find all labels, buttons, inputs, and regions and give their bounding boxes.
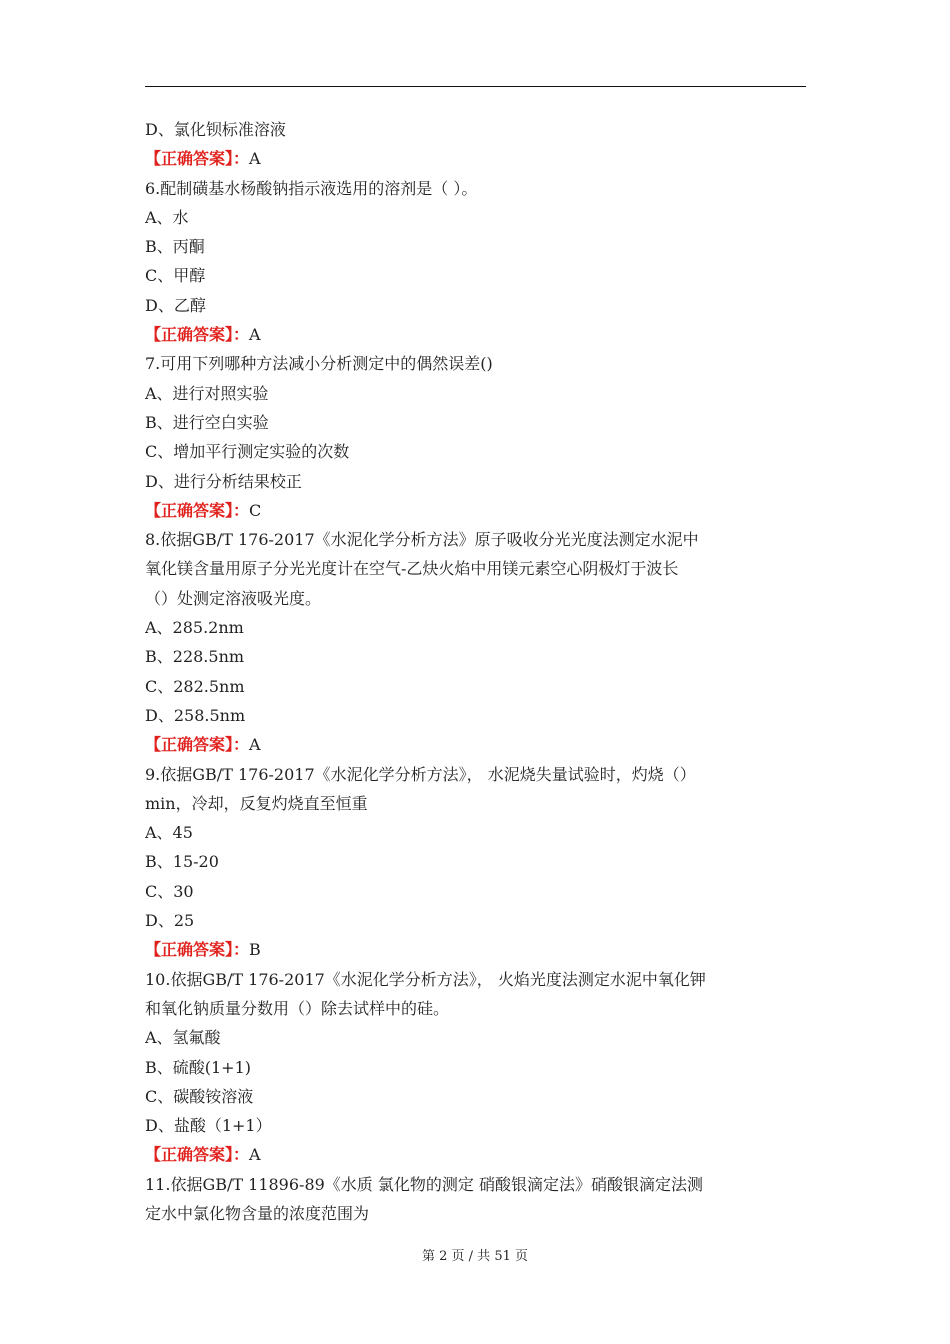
page-content (145, 115, 805, 1228)
text-line: D、进行分析结果校正 (145, 471, 302, 491)
correct-answer-line (145, 1140, 805, 1169)
text-line: 7.可用下列哪种方法减小分析测定中的偶然误差() (145, 354, 493, 374)
correct-answer-label: 【正确答案】： (145, 500, 250, 520)
text-line: 和氧化钠质量分数用（）除去试样中的硅。 (145, 998, 450, 1018)
text-line: B、进行空白实验 (145, 412, 269, 432)
text-line: B、丙酮 (145, 237, 205, 257)
correct-answer-line (145, 935, 805, 964)
correct-answer-value: A (249, 1145, 261, 1165)
text-line: 氧化镁含量用原子分光光度计在空气-乙炔火焰中用镁元素空心阴极灯于波长 (145, 559, 679, 579)
correct-answer-label: 【正确答案】： (145, 325, 250, 345)
text-line: 11.依据GB/T 11896-89《水质 氯化物的测定 硝酸银滴定法》硝酸银滴定法测 (145, 1174, 703, 1194)
correct-answer-line (145, 144, 805, 173)
correct-answer-line (145, 320, 805, 349)
text-line: D、氯化钡标准溶液 (145, 120, 286, 139)
text-line: B、228.5nm (145, 647, 245, 667)
text-line: C、30 (145, 881, 194, 901)
text-line: A、氢氟酸 (145, 1028, 221, 1048)
correct-answer-line (145, 730, 805, 759)
text-line: C、282.5nm (145, 676, 245, 696)
correct-answer-label: 【正确答案】： (145, 1145, 250, 1165)
text-line: 定水中氯化物含量的浓度范围为 (145, 1203, 370, 1223)
text-line: C、甲醇 (145, 266, 206, 286)
correct-answer-line (145, 496, 805, 525)
text-line: B、15-20 (145, 852, 219, 872)
text-line: 8.依据GB/T 176-2017《水泥化学分析方法》原子吸收分光光度法测定水泥中 (145, 530, 699, 550)
correct-answer-value: A (249, 325, 261, 345)
text-line: 6.配制磺基水杨酸钠指示液选用的溶剂是（ ）。 (145, 178, 478, 198)
text-line: 9.依据GB/T 176-2017《水泥化学分析方法》， 水泥烧失量试验时，灼烧（） (145, 764, 696, 784)
text-line: D、盐酸（1+1） (145, 1116, 272, 1136)
header-rule (145, 86, 806, 87)
text-line: D、乙醇 (145, 295, 206, 315)
correct-answer-value: A (249, 149, 261, 169)
text-line: C、碳酸铵溶液 (145, 1086, 254, 1106)
correct-answer-value: B (249, 940, 261, 960)
correct-answer-label: 【正确答案】： (145, 149, 250, 169)
correct-answer-value: C (249, 500, 262, 520)
text-line: A、285.2nm (145, 618, 244, 638)
page-footer: 第 2 页 / 共 51 页 (422, 1249, 528, 1264)
correct-answer-label: 【正确答案】： (145, 735, 250, 755)
text-line: 10.依据GB/T 176-2017《水泥化学分析方法》， 火焰光度法测定水泥中氧化钾 (145, 969, 706, 989)
text-line: C、增加平行测定实验的次数 (145, 442, 350, 462)
text-line: A、进行对照实验 (145, 383, 269, 403)
correct-answer-label: 【正确答案】： (145, 940, 250, 960)
text-line: （）处测定溶液吸光度。 (145, 588, 322, 608)
correct-answer-value: A (249, 735, 261, 755)
text-line: D、258.5nm (145, 705, 246, 725)
text-line: A、45 (145, 823, 193, 843)
text-line: min，冷却，反复灼烧直至恒重 (145, 793, 368, 813)
text-line: D、25 (145, 911, 195, 931)
text-line: B、硫酸(1+1) (145, 1057, 252, 1077)
text-line: A、水 (145, 207, 189, 227)
